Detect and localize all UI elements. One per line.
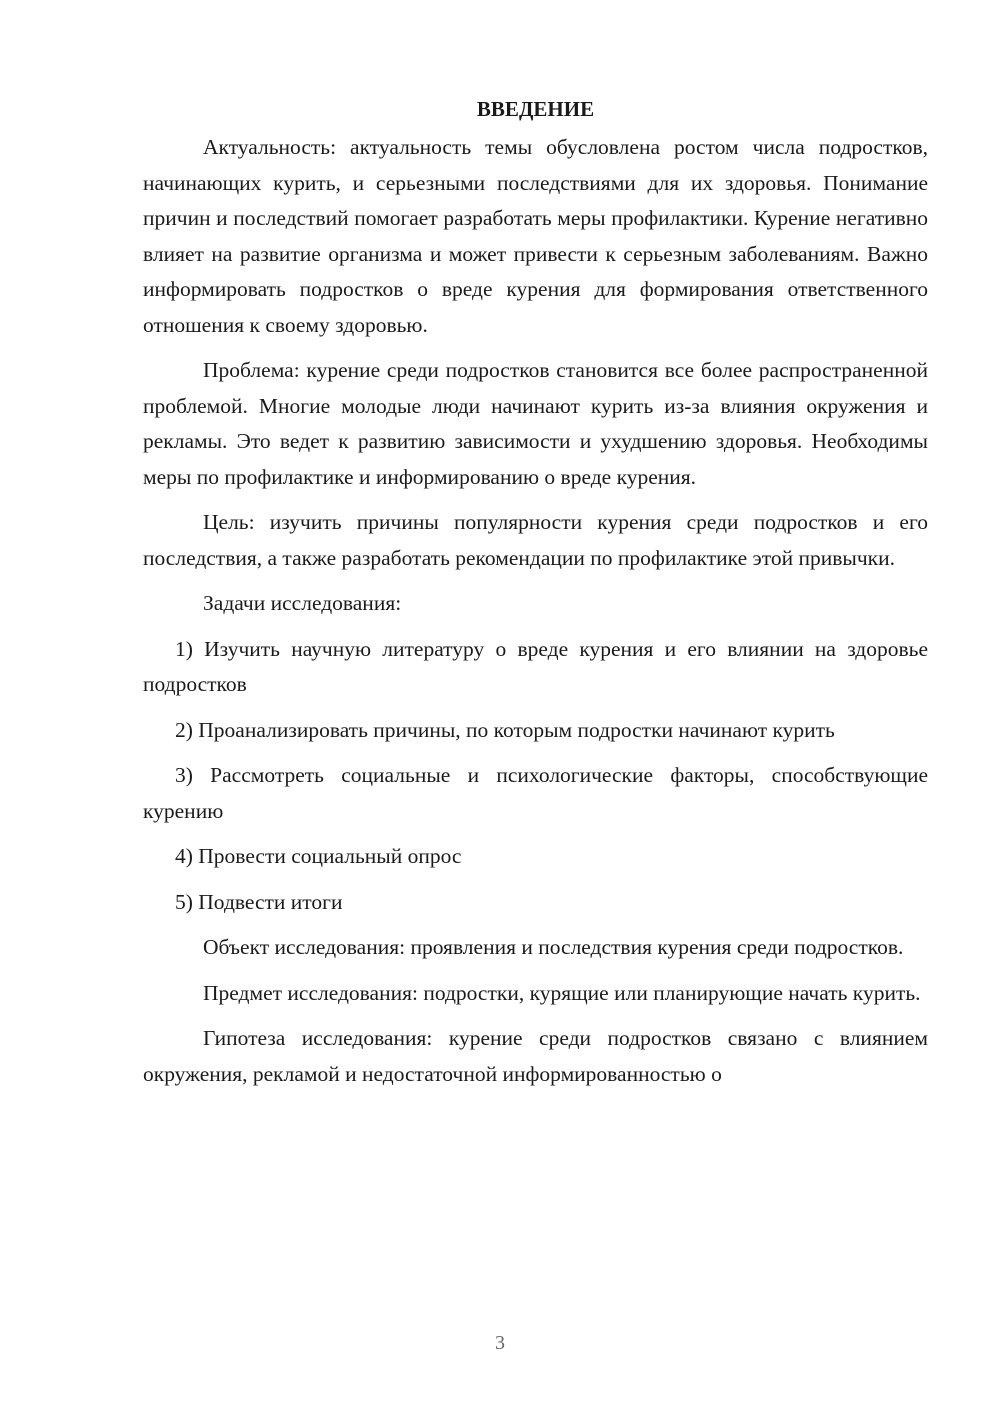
relevance-paragraph: Актуальность: актуальность темы обусловлена ростом числа подростков, начинающих курить, и серьезными последствиями для их здоровья. Понимание причин и последствий помогает разработать меры профилактики. Курение негативно влияет на развитие организма и может привести к серьезным заболеваниям. Важно информировать подростков о вреде курения для формирования ответственного отношения к своему здоровью. [143, 135, 928, 337]
tasks-heading: Задачи исследования: [203, 591, 402, 615]
goal-paragraph: Цель: изучить причины популярности курения среди подростков и его последствия, а также разработать рекомендации по профилактике этой привычки. [143, 510, 928, 570]
tasks-list [143, 632, 928, 921]
subject-paragraph: Предмет исследования: подростки, курящие или планирующие начать курить. [203, 980, 921, 1005]
list-item: 3) Рассмотреть социальные и психологические факторы, способствующие курению [143, 763, 928, 823]
list-item: 2) Проанализировать причины, по которым подростки начинают курить [175, 717, 835, 742]
hypothesis-paragraph: Гипотеза исследования: курение среди подростков связано с влиянием окружения, рекламой и недостаточной информированностью о [143, 1026, 928, 1086]
document-page [143, 92, 928, 1102]
list-item: 5) Подвести итоги [175, 889, 343, 914]
problem-paragraph: Проблема: курение среди подростков становится все более распространенной проблемой. Многие молодые люди начинают курить из-за влияния окружения и рекламы. Это ведет к развитию зависимости и ухудшению здоровья. Необходимы меры по профилактике и информированию о вреде курения. [143, 358, 928, 489]
object-paragraph: Объект исследования: проявления и последствия курения среди подростков. [203, 935, 904, 959]
page-title: ВВЕДЕНИЕ [476, 97, 595, 121]
list-item: 1) Изучить научную литературу о вреде курения и его влиянии на здоровье подростков [143, 636, 928, 696]
list-item: 4) Провести социальный опрос [175, 844, 462, 868]
page-number: 3 [495, 1332, 505, 1354]
